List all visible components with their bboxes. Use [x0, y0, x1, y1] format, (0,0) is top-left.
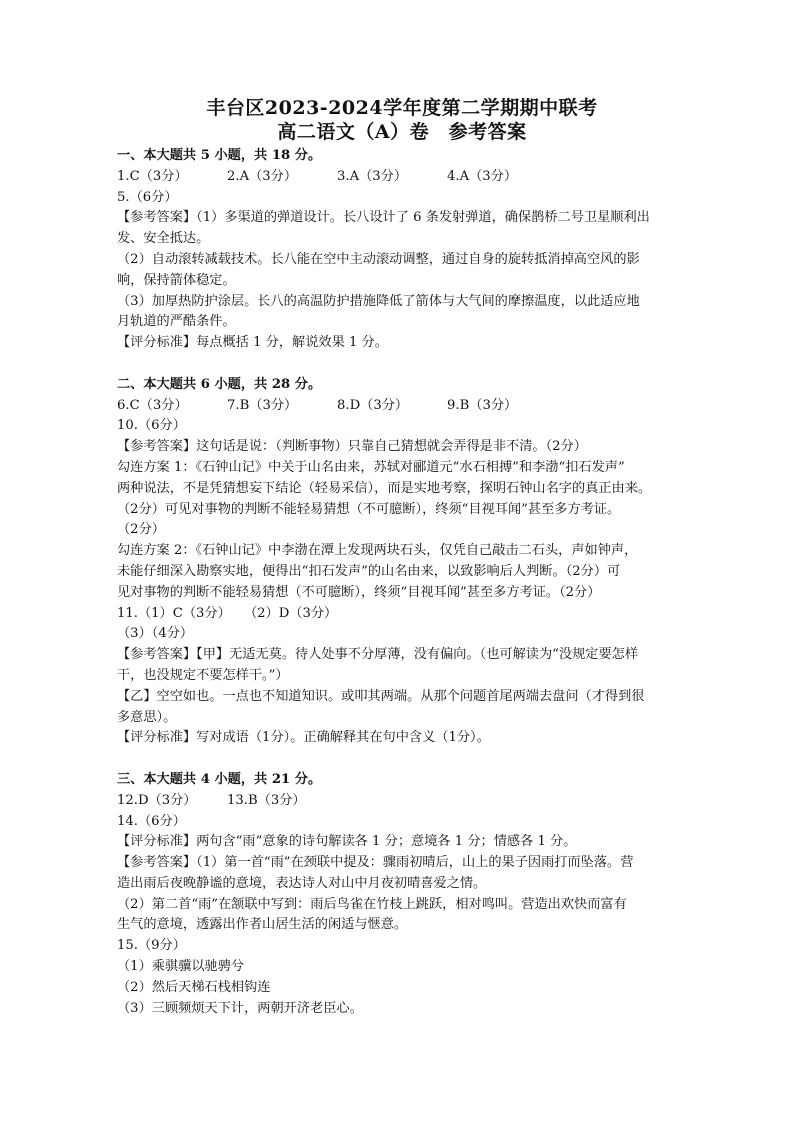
answer-7: 7.B（3分） [227, 397, 298, 413]
answer-sheet [117, 96, 687, 1019]
question-11-part-3: （3）（4分） [117, 626, 194, 642]
question-10-plan-2-b: 未能仔细深入勘察实地，便得出“扣石发声”的山名由来，以致影响后人判断。（2分）可 [117, 563, 621, 579]
answer-12: 12.D（3分） [117, 792, 197, 808]
document-subtitle: 高二语文（A）卷 参考答案 [277, 121, 527, 143]
section-3-answer-row [117, 791, 687, 812]
answer-2: 2.A（3分） [227, 168, 298, 184]
question-14-scoring: 【评分标准】两句含“雨”意象的诗句解读各 1 分；意境各 1 分；情感各 1 分。 [117, 834, 577, 850]
question-11-answer-b-cont: 多意思）。 [117, 709, 177, 725]
question-5-answer-3: （3）加厚热防护涂层。长八的高温防护措施降低了箭体与大气间的摩擦温度，以此适应地 [117, 293, 640, 309]
question-10-answer: 【参考答案】这句话是说：（判断事物）只靠自己猜想就会弄得是非不清。（2分） [117, 439, 587, 455]
question-15-answer-1: （1）乘骐骥以驰骋兮 [117, 959, 245, 975]
question-10-plan-2-c: 见对事物的判断不能轻易猜想（不可臆断），终须“目视耳闻”甚至多方考证。（2分） [117, 584, 601, 600]
question-14-answer-2: （2）第二首“雨”在颔联中写到：雨后鸟雀在竹枝上跳跃，相对鸣叫。营造出欢快而富有 [117, 896, 627, 912]
section-2-answer-row [117, 396, 687, 417]
question-15-answer-3: （3）三顾频烦天下计，两朝开济老臣心。 [117, 1000, 363, 1016]
document-title: 丰台区2023-2024学年度第二学期期中联考 [206, 97, 598, 119]
question-11-answers: 11.（1）C（3分） （2）D（3分） [117, 605, 338, 621]
question-14-answer-2-cont: 生气的意境，透露出作者山居生活的闲适与惬意。 [117, 917, 408, 933]
question-5-answer-1-cont: 发、安全抵达。 [117, 231, 210, 247]
question-10-plan-2-a: 勾连方案 2：《石钟山记》中李渤在潭上发现两块石头，仅凭自己敲击二石头，声如钟声， [117, 543, 638, 559]
answer-6: 6.C（3分） [117, 397, 188, 413]
section-1-answer-row [117, 167, 687, 188]
answer-3: 3.A（3分） [337, 168, 408, 184]
question-10-plan-1-a: 勾连方案 1：《石钟山记》中关于山名由来，苏轼对郦道元“水石相搏”和李渤“扣石发声” [117, 459, 625, 475]
question-14-answer-1: 【参考答案】（1）第一首“雨”在颈联中提及：骤雨初晴后，山上的果子因雨打而坠落。营 [117, 855, 634, 871]
section-2-heading: 二、本大题共 6 小题，共 28 分。 [117, 376, 322, 392]
question-14-label: 14.（6分） [117, 813, 186, 829]
question-5-answer-2: （2）自动滚转减载技术。长八能在空中主动滚动调整，通过自身的旋转抵消掉高空风的影 [117, 251, 640, 267]
question-14-answer-1-cont: 造出雨后夜晚静谧的意境，表达诗人对山中月夜初晴喜爱之情。 [117, 875, 487, 891]
question-11-answer-b: 【乙】空空如也。一点也不知道知识。或叩其两端。从那个问题首尾两端去盘问（才得到很 [117, 688, 645, 704]
question-11-answer-a: 【参考答案】【甲】无适无莫。待人处事不分厚薄，没有偏向。（也可解读为“没规定要怎样 [117, 647, 639, 663]
question-5-answer-3-cont: 月轨道的严酷条件。 [117, 314, 236, 330]
question-5-label: 5.（6分） [117, 189, 178, 205]
question-11-answer-a-cont: 干，也没规定不要怎样干。”） [117, 667, 289, 683]
answer-13: 13.B（3分） [227, 792, 306, 808]
answer-8: 8.D（3分） [337, 397, 409, 413]
question-10-label: 10.（6分） [117, 418, 186, 434]
question-5-answer-2-cont: 响，保持箭体稳定。 [117, 272, 236, 288]
spacer [117, 749, 687, 770]
answer-4: 4.A（3分） [447, 168, 518, 184]
question-11-scoring: 【评分标准】写对成语（1分）。正确解释其在句中含义（1分）。 [117, 730, 490, 746]
question-10-plan-1-d: （2分） [117, 522, 165, 538]
question-5-scoring: 【评分标准】每点概括 1 分，解说效果 1 分。 [117, 335, 388, 351]
question-15-label: 15.（9分） [117, 938, 186, 954]
answer-1: 1.C（3分） [117, 168, 188, 184]
section-1-heading: 一、本大题共 5 小题，共 18 分。 [117, 148, 322, 163]
question-10-plan-1-b: 两种说法，不是凭猜想妄下结论（轻易采信），而是实地考察，探明石钟山名字的真正由来。 [117, 480, 652, 496]
question-10-plan-1-c: （2分）可见对事物的判断不能轻易猜想（不可臆断），终须“目视耳闻”甚至多方考证。 [117, 501, 621, 517]
question-15-answer-2: （2）然后天梯石栈相钩连 [117, 979, 271, 995]
section-3-heading: 三、本大题共 4 小题，共 21 分。 [117, 771, 322, 787]
answer-9: 9.B（3分） [447, 397, 518, 413]
question-5-answer-1: 【参考答案】（1）多渠道的弹道设计。长八设计了 6 条发射弹道，确保鹊桥二号卫星顺利出 [117, 210, 650, 226]
spacer [117, 354, 687, 375]
